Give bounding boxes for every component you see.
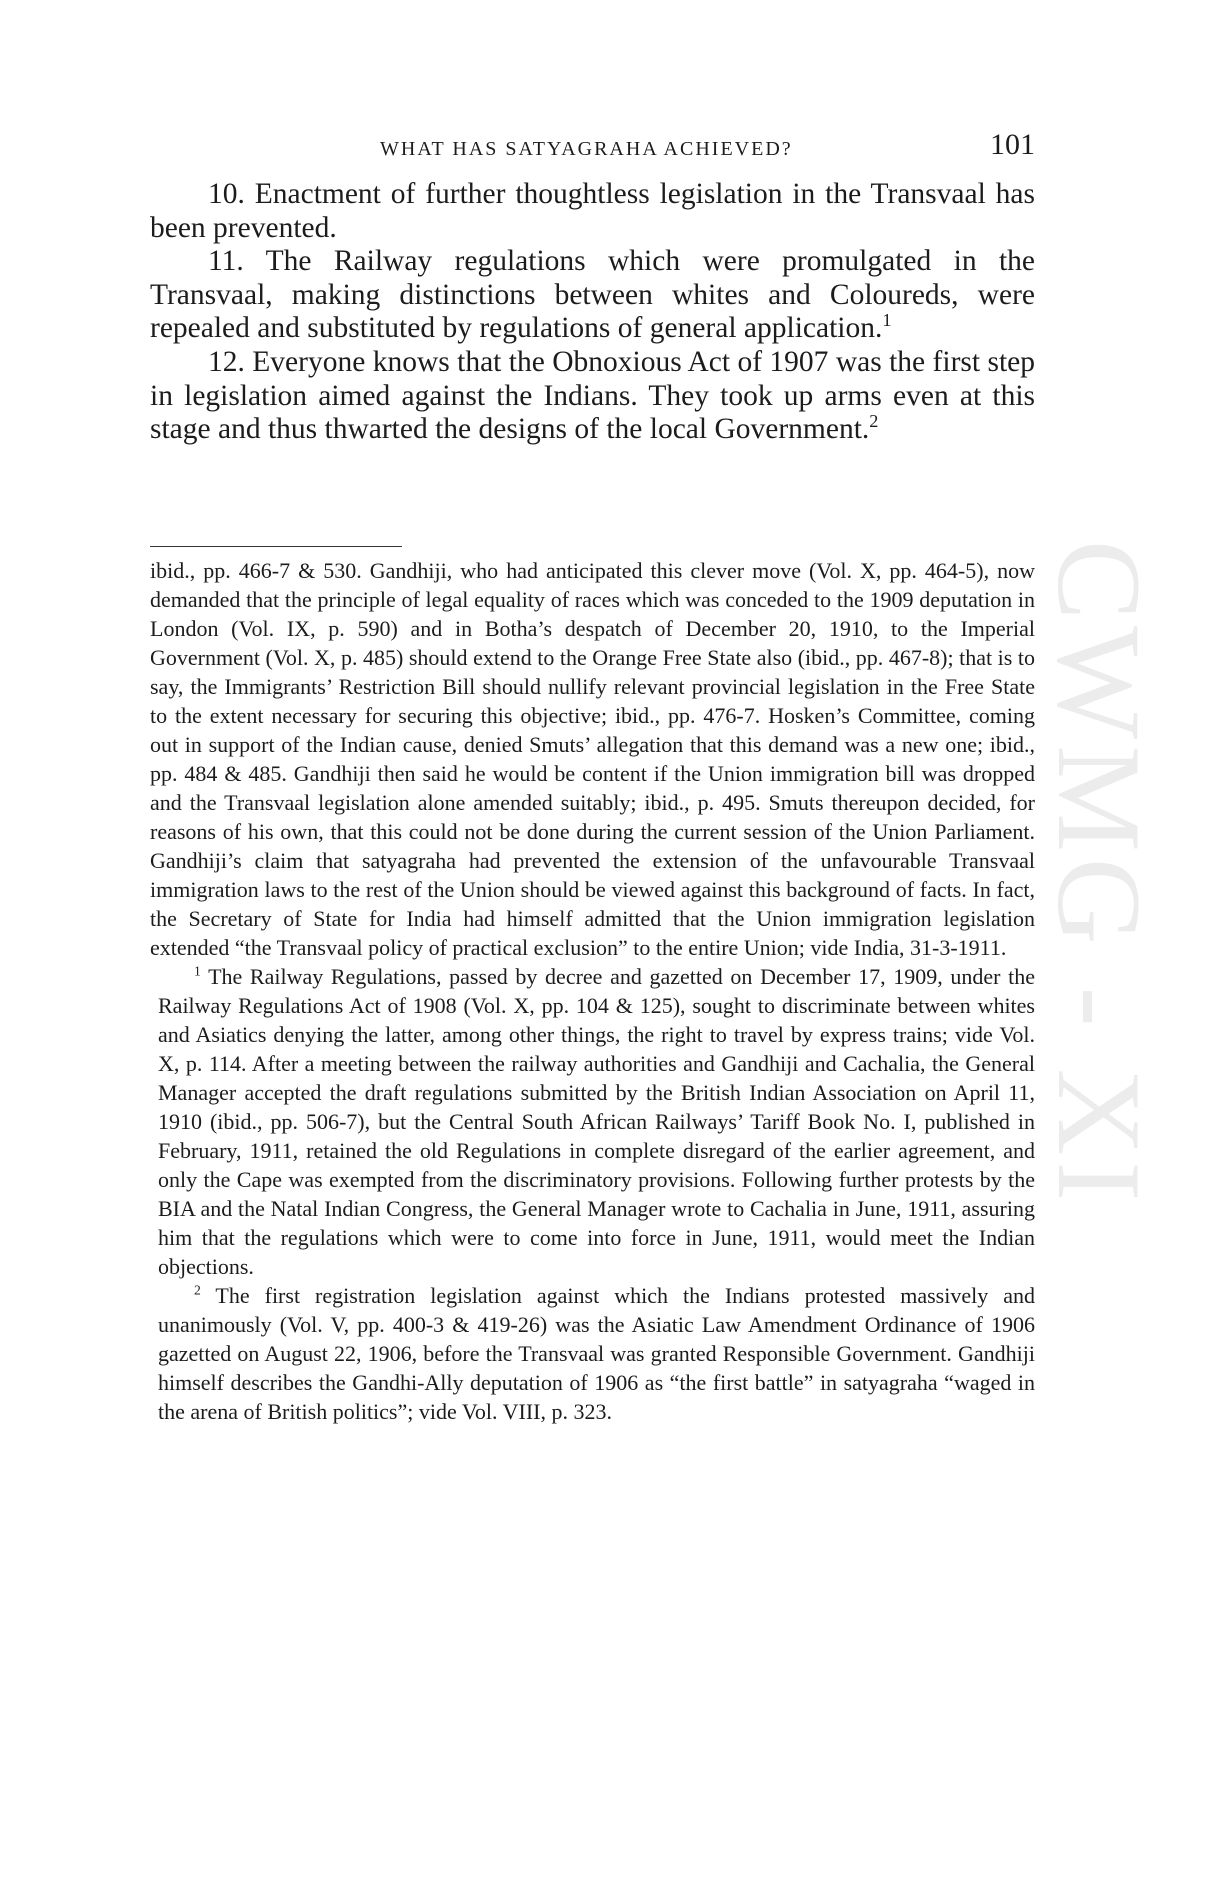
watermark [1030, 540, 1166, 1370]
footnote-2-marker: 2 [194, 1282, 201, 1298]
footnotes [150, 556, 1035, 1426]
main-text [150, 178, 1035, 447]
watermark-text: CWMG - XI [1033, 540, 1166, 1208]
footnote-2 [150, 1281, 1035, 1426]
footnote-1-marker: 1 [194, 963, 201, 979]
footnote-ref-2: 2 [869, 411, 879, 432]
footnote-1-text: The Railway Regulations, passed by decree and gazetted on December 17, 1909, under the Railway Regulations Act of 1908 (Vol. X, pp. 104 & 125), sought to discriminate between whites and Asiatics denying the latter, among other things, the right to travel by express trains; vide Vol. X, p. 114. After a meeting between the railway authorities and Gandhiji and Cachalia, the General Manager accepted the draft regulations submitted by the British Indian Association on April 11, 1910 (ibid., pp. 506-7), but the Central South African Railways’ Tariff Book No. I, published in February, 1911, retained the old Regulations in complete disregard of the earlier agreement, and only the Cape was exempted from the discriminatory provisions. Following further protests by the BIA and the Natal Indian Congress, the General Manager wrote to Cachalia in June, 1911, assuring him that the regulations which were to come into force in June, 1911, would meet the Indian objections. [158, 964, 1035, 1279]
paragraph-12 [150, 346, 1035, 447]
footnote-separator [150, 546, 402, 547]
paragraph-11-text: 11. The Railway regulations which were promulgated in the Transvaal, making distinctions between whites and Coloureds, were repealed and substituted by regulations of general application. [150, 245, 1035, 345]
footnote-1 [150, 962, 1035, 1281]
footnote-ref-1: 1 [882, 310, 892, 331]
paragraph-10-text: 10. Enactment of further thoughtless legislation in the Transvaal has been prevented. [150, 178, 1035, 244]
paragraph-10 [150, 178, 1035, 245]
page-number: 101 [990, 128, 1035, 161]
running-head: WHAT HAS SATYAGRAHA ACHIEVED? [380, 138, 793, 160]
paragraph-12-text: 12. Everyone knows that the Obnoxious Act of 1907 was the first step in legislation aimed against the Indians. They took up arms even at this stage and thus thwarted the designs of the local Government. [150, 345, 1035, 446]
footnote-2-text: The first registration legislation against which the Indians protested massively and unanimously (Vol. V, pp. 400-3 & 419-26) was the Asiatic Law Amendment Ordinance of 1906 gazetted on August 22, 1906, before the Transvaal was granted Responsible Government. Gandhiji himself describes the Gandhi-Ally deputation of 1906 as “the first battle” in satyagraha “waged in the arena of British politics”; vide Vol. VIII, p. 323. [158, 1283, 1035, 1424]
page-header [150, 128, 1035, 168]
footnote-continued: ibid., pp. 466-7 & 530. Gandhiji, who had anticipated this clever move (Vol. X, pp. 464-5), now demanded that the principle of legal equality of races which was conceded to the 1909 deputation in London (Vol. IX, p. 590) and in Botha’s despatch of December 20, 1910, to the Imperial Government (Vol. X, p. 485) should extend to the Orange Free State also (ibid., pp. 467-8); that is to say, the Immigrants’ Restriction Bill should nullify relevant provincial legislation in the Free State to the extent necessary for securing this objective; ibid., pp. 476-7. Hosken’s Committee, coming out in support of the Indian cause, denied Smuts’ allegation that this demand was a new one; ibid., pp. 484 & 485. Gandhiji then said he would be content if the Union immigration bill was dropped and the Transvaal legislation alone amended suitably; ibid., p. 495. Smuts thereupon decided, for reasons of his own, that this could not be done during the current session of the Union Parliament. Gandhiji’s claim that satyagraha had prevented the extension of the unfavourable Transvaal immigration laws to the rest of the Union should be viewed against this background of facts. In fact, the Secretary of State for India had himself admitted that the Union immigration legislation extended “the Transvaal policy of practical exclusion” to the entire Union; vide India, 31-3-1911. [150, 558, 1035, 960]
paragraph-11 [150, 245, 1035, 346]
